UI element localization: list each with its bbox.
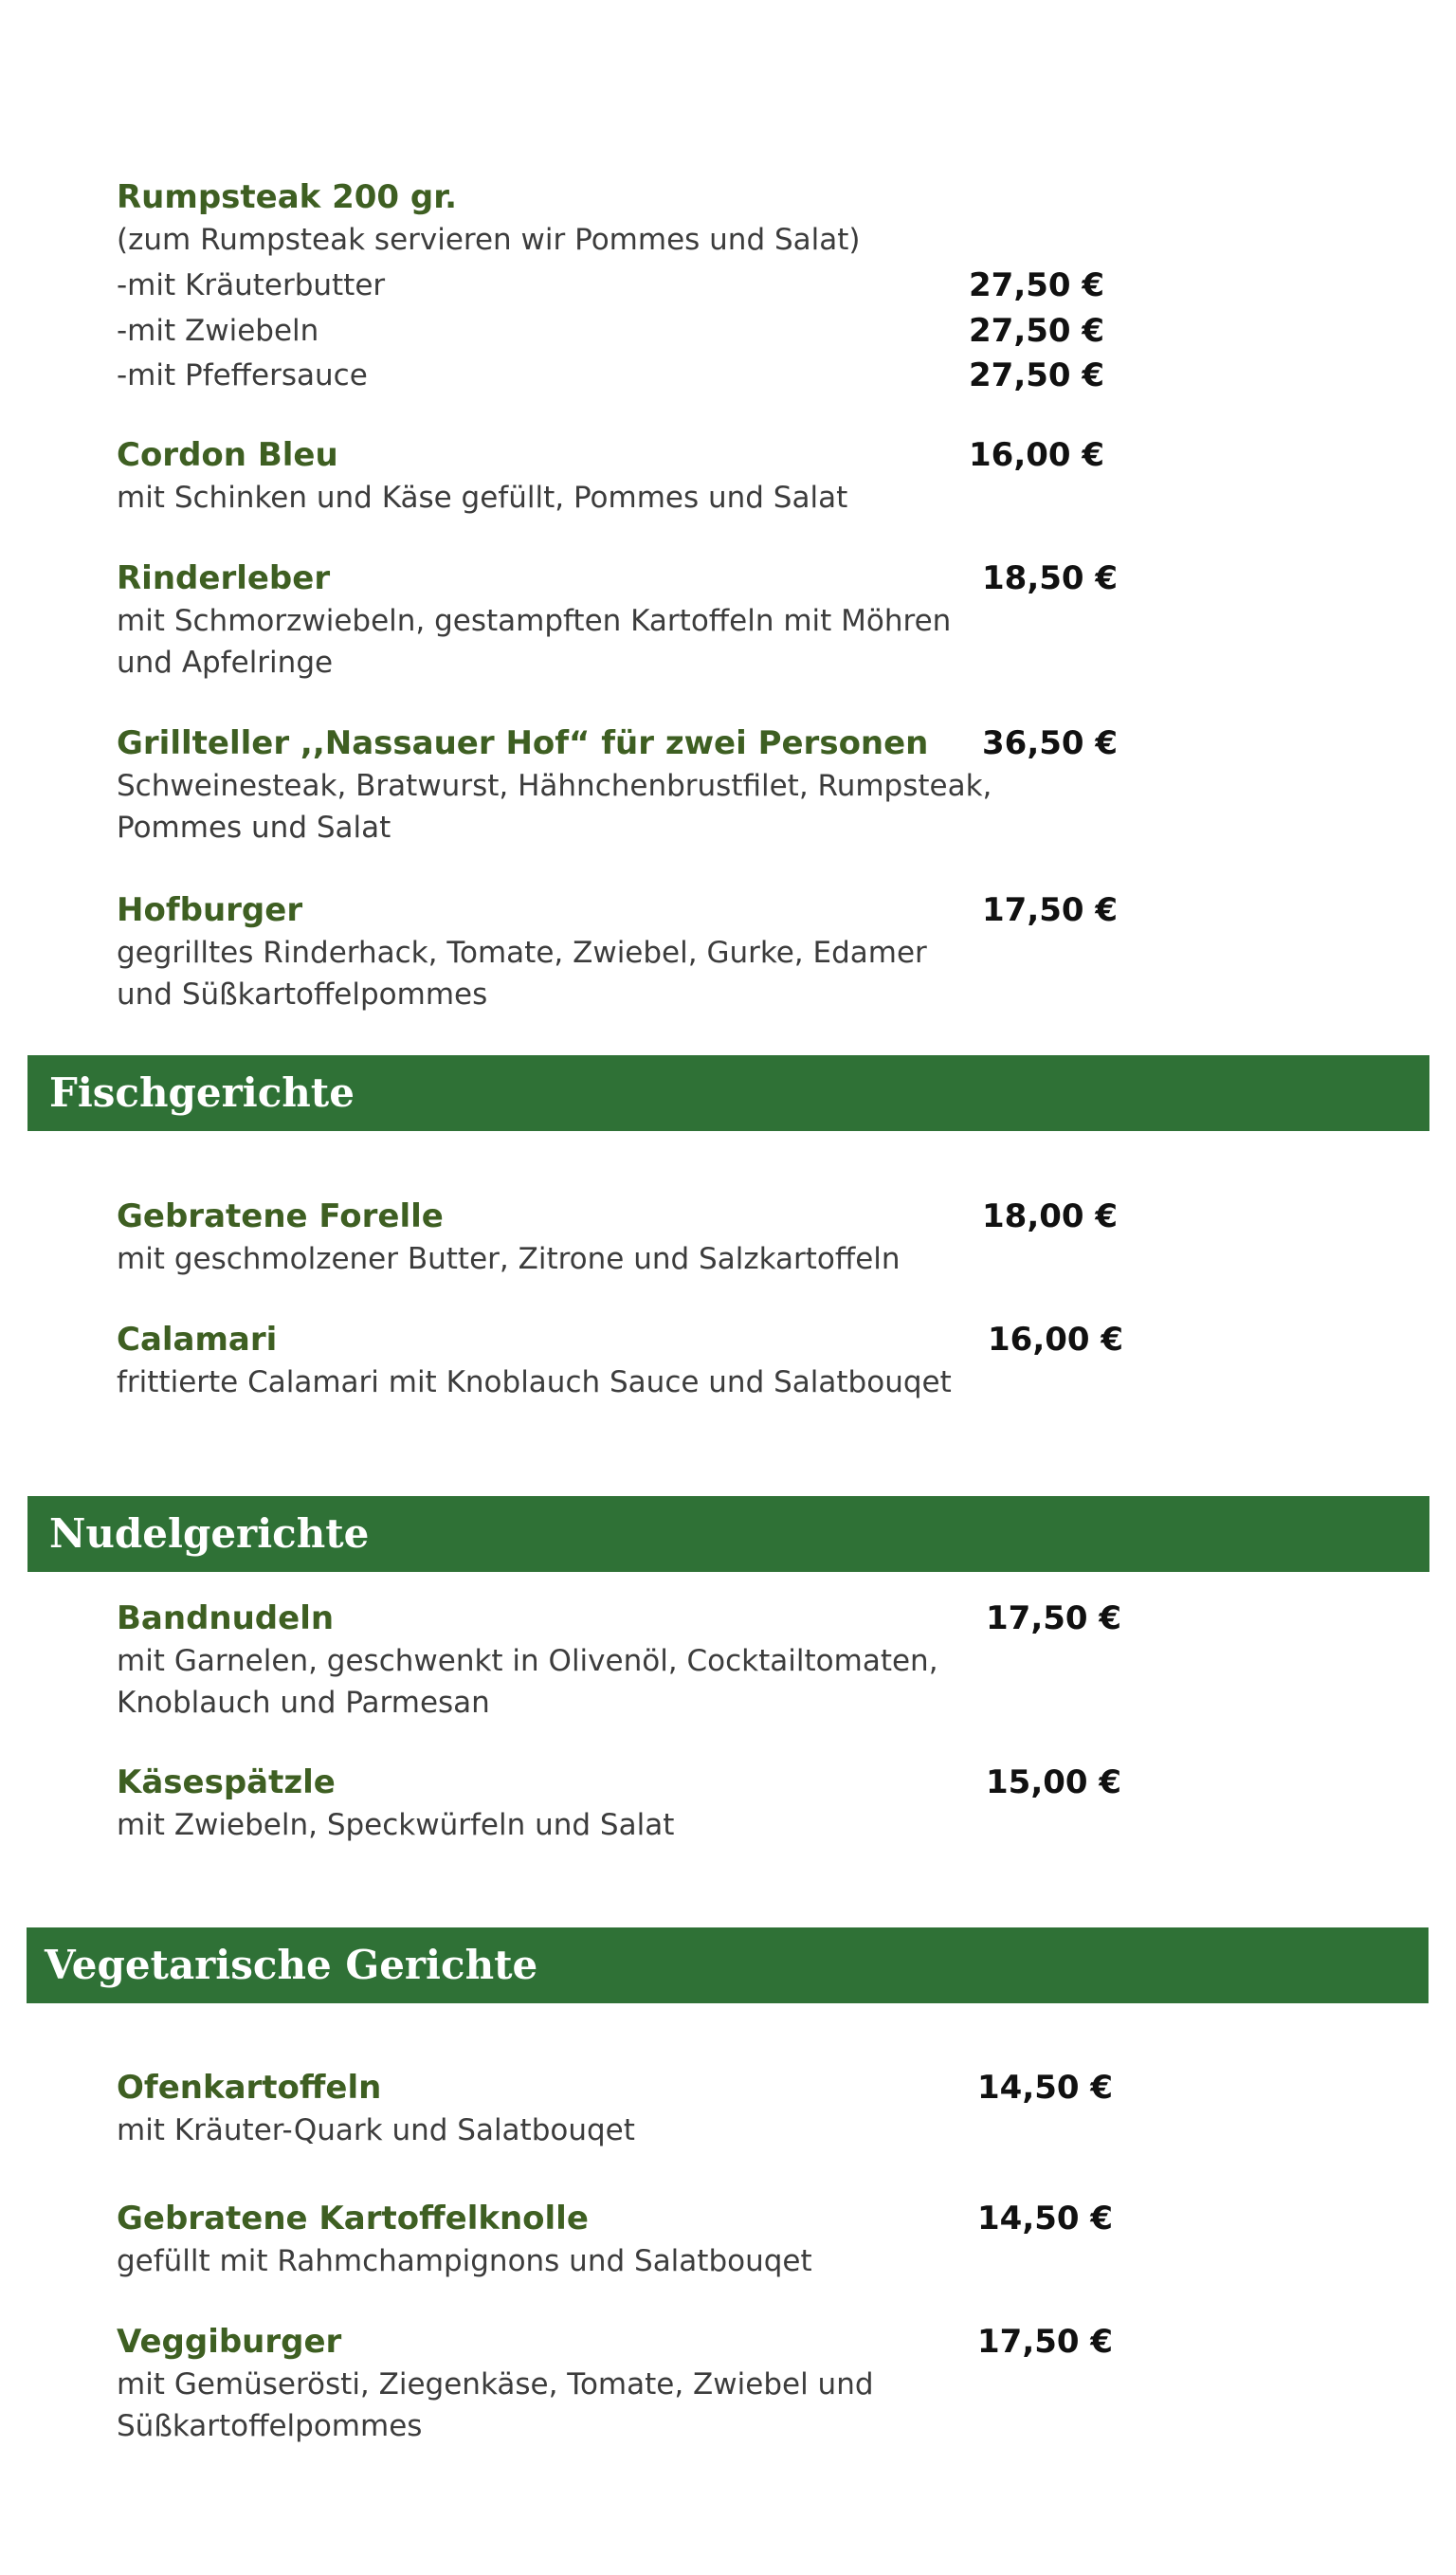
item-title-ofenkartoffeln: Ofenkartoffeln: [117, 2069, 382, 2107]
item-description-ofenkartoffeln: mit Kräuter-Quark und Salatbouqet: [117, 2113, 635, 2147]
item-description-hofburger-line2: und Süßkartoffelpommes: [117, 977, 488, 1012]
option-pfeffersauce: -mit Pfeffersauce: [117, 358, 368, 393]
item-title-cordon-bleu: Cordon Bleu: [117, 436, 338, 474]
item-description-bandnudeln-line1: mit Garnelen, geschwenkt in Olivenöl, Cocktailtomaten,: [117, 1644, 938, 1678]
item-description-veggiburger-line2: Süßkartoffelpommes: [117, 2409, 423, 2443]
price-zwiebeln: 27,50 €: [969, 312, 1105, 350]
item-description-grillteller-line2: Pommes und Salat: [117, 811, 391, 845]
price-ofenkartoffeln: 14,50 €: [977, 2069, 1114, 2107]
item-title-hofburger: Hofburger: [117, 891, 303, 929]
section-banner-nudelgerichte: [27, 1496, 1429, 1572]
item-title-bandnudeln: Bandnudeln: [117, 1599, 335, 1637]
item-title-forelle: Gebratene Forelle: [117, 1197, 444, 1235]
item-description-forelle: mit geschmolzener Butter, Zitrone und Salzkartoffeln: [117, 1242, 901, 1276]
item-title-grillteller: Grillteller ,,Nassauer Hof“ für zwei Personen: [117, 724, 929, 762]
option-kraeuterbutter: -mit Kräuterbutter: [117, 268, 386, 302]
item-title-rumpsteak: Rumpsteak 200 gr.: [117, 178, 458, 216]
section-title-vegetarische-gerichte: Vegetarische Gerichte: [45, 1942, 538, 1988]
item-description-veggiburger-line1: mit Gemüserösti, Ziegenkäse, Tomate, Zwiebel und: [117, 2367, 874, 2402]
price-hofburger: 17,50 €: [982, 891, 1119, 929]
price-veggiburger: 17,50 €: [977, 2323, 1114, 2361]
item-description-kartoffelknolle: gefüllt mit Rahmchampignons und Salatbouqet: [117, 2244, 812, 2278]
price-grillteller: 36,50 €: [982, 724, 1119, 762]
item-description-rumpsteak: (zum Rumpsteak servieren wir Pommes und Salat): [117, 223, 861, 257]
item-title-rinderleber: Rinderleber: [117, 559, 331, 597]
section-title-fischgerichte: Fischgerichte: [49, 1069, 355, 1116]
section-title-nudelgerichte: Nudelgerichte: [49, 1510, 370, 1557]
item-description-cordon-bleu: mit Schinken und Käse gefüllt, Pommes und Salat: [117, 481, 848, 515]
item-description-kaesespaetzle: mit Zwiebeln, Speckwürfeln und Salat: [117, 1808, 675, 1842]
item-description-grillteller-line1: Schweinesteak, Bratwurst, Hähnchenbrustfilet, Rumpsteak,: [117, 769, 992, 803]
item-description-hofburger-line1: gegrilltes Rinderhack, Tomate, Zwiebel, Gurke, Edamer: [117, 936, 927, 970]
price-bandnudeln: 17,50 €: [986, 1599, 1122, 1637]
section-banner-fischgerichte: [27, 1055, 1429, 1131]
item-description-bandnudeln-line2: Knoblauch und Parmesan: [117, 1686, 490, 1720]
price-forelle: 18,00 €: [982, 1197, 1119, 1235]
item-title-kaesespaetzle: Käsespätzle: [117, 1763, 336, 1801]
section-banner-vegetarische-gerichte: [27, 1927, 1429, 2003]
item-description-rinderleber-line2: und Apfelringe: [117, 646, 334, 680]
item-title-kartoffelknolle: Gebratene Kartoffelknolle: [117, 2200, 589, 2237]
item-title-veggiburger: Veggiburger: [117, 2323, 342, 2361]
item-title-calamari: Calamari: [117, 1321, 278, 1359]
price-rinderleber: 18,50 €: [982, 559, 1119, 597]
price-pfeffersauce: 27,50 €: [969, 356, 1105, 394]
option-zwiebeln: -mit Zwiebeln: [117, 314, 319, 348]
item-description-calamari: frittierte Calamari mit Knoblauch Sauce und Salatbouqet: [117, 1365, 952, 1399]
price-kaesespaetzle: 15,00 €: [986, 1763, 1122, 1801]
price-kartoffelknolle: 14,50 €: [977, 2200, 1114, 2237]
price-cordon-bleu: 16,00 €: [969, 436, 1105, 474]
price-calamari: 16,00 €: [988, 1321, 1124, 1359]
price-kraeuterbutter: 27,50 €: [969, 266, 1105, 304]
item-description-rinderleber-line1: mit Schmorzwiebeln, gestampften Kartoffeln mit Möhren: [117, 604, 952, 638]
